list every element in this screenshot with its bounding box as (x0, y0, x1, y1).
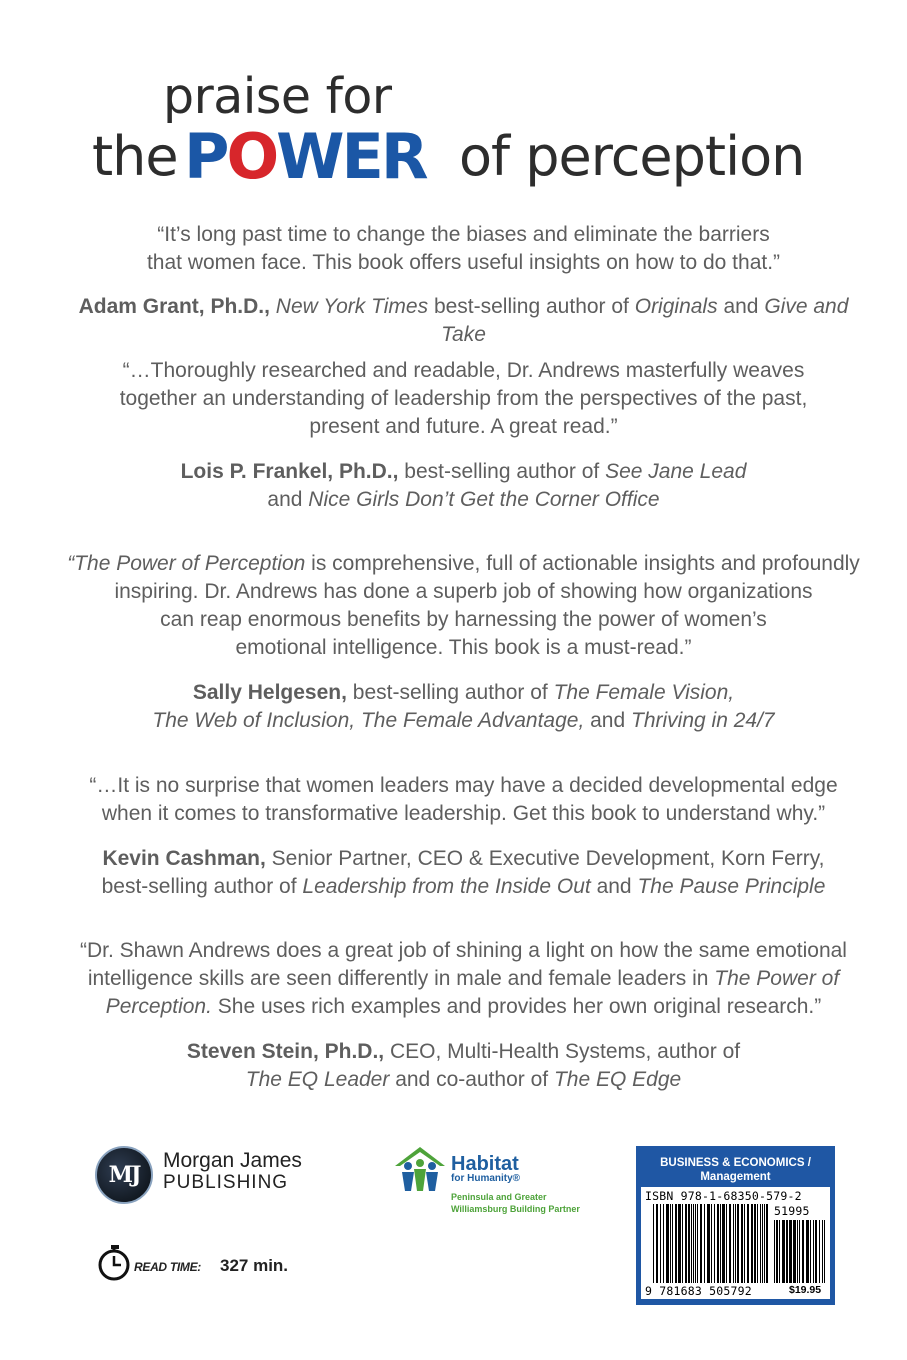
barcode-bar (666, 1204, 669, 1283)
addon-barcode-bar (813, 1220, 814, 1283)
stopwatch-icon (96, 1244, 132, 1282)
barcode-bar (764, 1204, 765, 1283)
quote-5-attribution: Steven Stein, Ph.D., CEO, Multi-Health Systems, author of The EQ Leader and co-author of The EQ Edge (186, 1040, 741, 1091)
barcode-bar (704, 1204, 705, 1283)
barcode-bar (695, 1204, 696, 1283)
addon-barcode-bar (810, 1220, 811, 1283)
publisher-name: Morgan James (163, 1149, 302, 1172)
ean-number: 9 781683 505792 (645, 1284, 752, 1298)
title-of-perception: of perception (459, 125, 805, 188)
addon-barcode-bar (799, 1220, 800, 1283)
addon-barcode-bar (789, 1220, 792, 1283)
quote-2-attribution: Lois P. Frankel, Ph.D., best-selling author of See Jane Lead and Nice Girls Don’t Get the Corner Office (180, 460, 747, 511)
barcode-bar (682, 1204, 683, 1283)
addon-barcode-bar (824, 1220, 825, 1283)
barcode-bar (747, 1204, 749, 1283)
addon-barcode-bar (774, 1220, 775, 1283)
barcode-bar (653, 1204, 654, 1283)
barcode-bar (729, 1204, 731, 1283)
barcode-bar (714, 1204, 715, 1283)
barcode-bar (670, 1204, 671, 1283)
addon-barcode-bar (776, 1220, 778, 1283)
publisher-sub: PUBLISHING (163, 1172, 289, 1193)
addon-barcode-bar (806, 1220, 809, 1283)
barcode-bar (717, 1204, 719, 1283)
barcode-bar (707, 1204, 710, 1283)
praise-quote-4: “…It is no surprise that women leaders may have a decided developmental edge when it comes to transformative leadership. Get this book to understand why.” (89, 774, 838, 825)
addon-barcode-bar (786, 1220, 788, 1283)
barcode-bar (672, 1204, 673, 1283)
barcode-bar (754, 1204, 756, 1283)
book-title (0, 0, 907, 200)
barcode-bar (656, 1204, 658, 1283)
barcode-bar (741, 1204, 743, 1283)
read-time-label: READ TIME: (134, 1260, 201, 1274)
quote-4-attribution: Kevin Cashman, Senior Partner, CEO & Executive Development, Korn Ferry, best-selling author of Leadership from the Inside Out and The Pause Principle (101, 847, 826, 898)
price: $19.95 (789, 1284, 822, 1296)
barcode-area (641, 1187, 830, 1299)
barcode-bar (760, 1204, 761, 1283)
barcode-bar (693, 1204, 694, 1283)
barcode-bar (737, 1204, 739, 1283)
isbn-text: ISBN 978-1-68350-579-2 (645, 1189, 802, 1203)
barcode-bar (766, 1204, 768, 1283)
habitat-sub: for Humanity® (451, 1173, 521, 1184)
addon-barcode-bar (782, 1220, 785, 1283)
barcode-bar (660, 1204, 661, 1283)
barcode-bar (711, 1204, 712, 1283)
addon-barcode-bar (822, 1220, 823, 1283)
habitat-name: Habitat (451, 1153, 519, 1175)
read-time-value: 327 min. (220, 1256, 289, 1275)
barcode-bar (688, 1204, 690, 1283)
barcode-bar (733, 1204, 734, 1283)
barcode-panel (636, 1146, 835, 1305)
barcode-bar (744, 1204, 745, 1283)
book-category: BUSINESS & ECONOMICS / Management (660, 1157, 811, 1183)
barcode-bar (722, 1204, 725, 1283)
quote-1-attribution: Adam Grant, Ph.D., New York Times best-selling author of Originals and Give and Take (78, 295, 849, 346)
praise-quote-3: “The Power of Perception is comprehensive, full of actionable insights and profoundly inspiring. Dr. Andrews has done a superb job of showing how organizations can reap enormous benefits by harnessing the power of women’s emotional intelligence. This book is a must-read.” (67, 552, 860, 659)
barcode-bar (751, 1204, 753, 1283)
barcode-bar (757, 1204, 758, 1283)
quote-3-attribution: Sally Helgesen, best-selling author of The Female Vision, The Web of Inclusion, The Female Advantage, and Thriving in 24/7 (152, 681, 775, 732)
title-the: the (92, 125, 178, 188)
barcode-bar (678, 1204, 681, 1283)
barcode-bar (685, 1204, 687, 1283)
addon-barcode-bar (797, 1220, 798, 1283)
barcode-bar (735, 1204, 736, 1283)
praise-quote-5: “Dr. Shawn Andrews does a great job of shining a light on how the same emotional intelligence skills are seen differently in male and female leaders in The Power of Perception. She uses rich examples and provides her own original research.” (80, 939, 847, 1018)
habitat-for-humanity-icon (393, 1144, 447, 1192)
morgan-james-logo-icon: MJ (95, 1146, 153, 1204)
barcode-bar (675, 1204, 677, 1283)
title-praise-for: praise for (163, 68, 392, 125)
addon-barcode-bar (819, 1220, 820, 1283)
barcode-addon: 51995 (774, 1204, 810, 1218)
barcode-bar (663, 1204, 664, 1283)
praise-quote-1: “It’s long past time to change the biases and eliminate the barriers that women face. This book offers useful insights on how to do that.” (146, 223, 781, 274)
barcode-bar (691, 1204, 692, 1283)
addon-barcode-bar (815, 1220, 817, 1283)
barcode-bar (700, 1204, 702, 1283)
habitat-line-1: Peninsula and Greater (451, 1192, 547, 1202)
title-power: POWER (184, 120, 426, 193)
barcode-bar (762, 1204, 763, 1283)
addon-barcode-bar (793, 1220, 796, 1283)
barcode-bar (726, 1204, 727, 1283)
habitat-line-2: Williamsburg Building Partner (451, 1204, 580, 1214)
barcode-bar (697, 1204, 698, 1283)
addon-barcode-bar (779, 1220, 780, 1283)
addon-barcode-bar (802, 1220, 804, 1283)
barcode-bar (720, 1204, 721, 1283)
praise-quote-2: “…Thoroughly researched and readable, Dr. Andrews masterfully weaves together an understanding of leadership from the perspectives of the past, present and future. A great read.” (119, 359, 808, 438)
